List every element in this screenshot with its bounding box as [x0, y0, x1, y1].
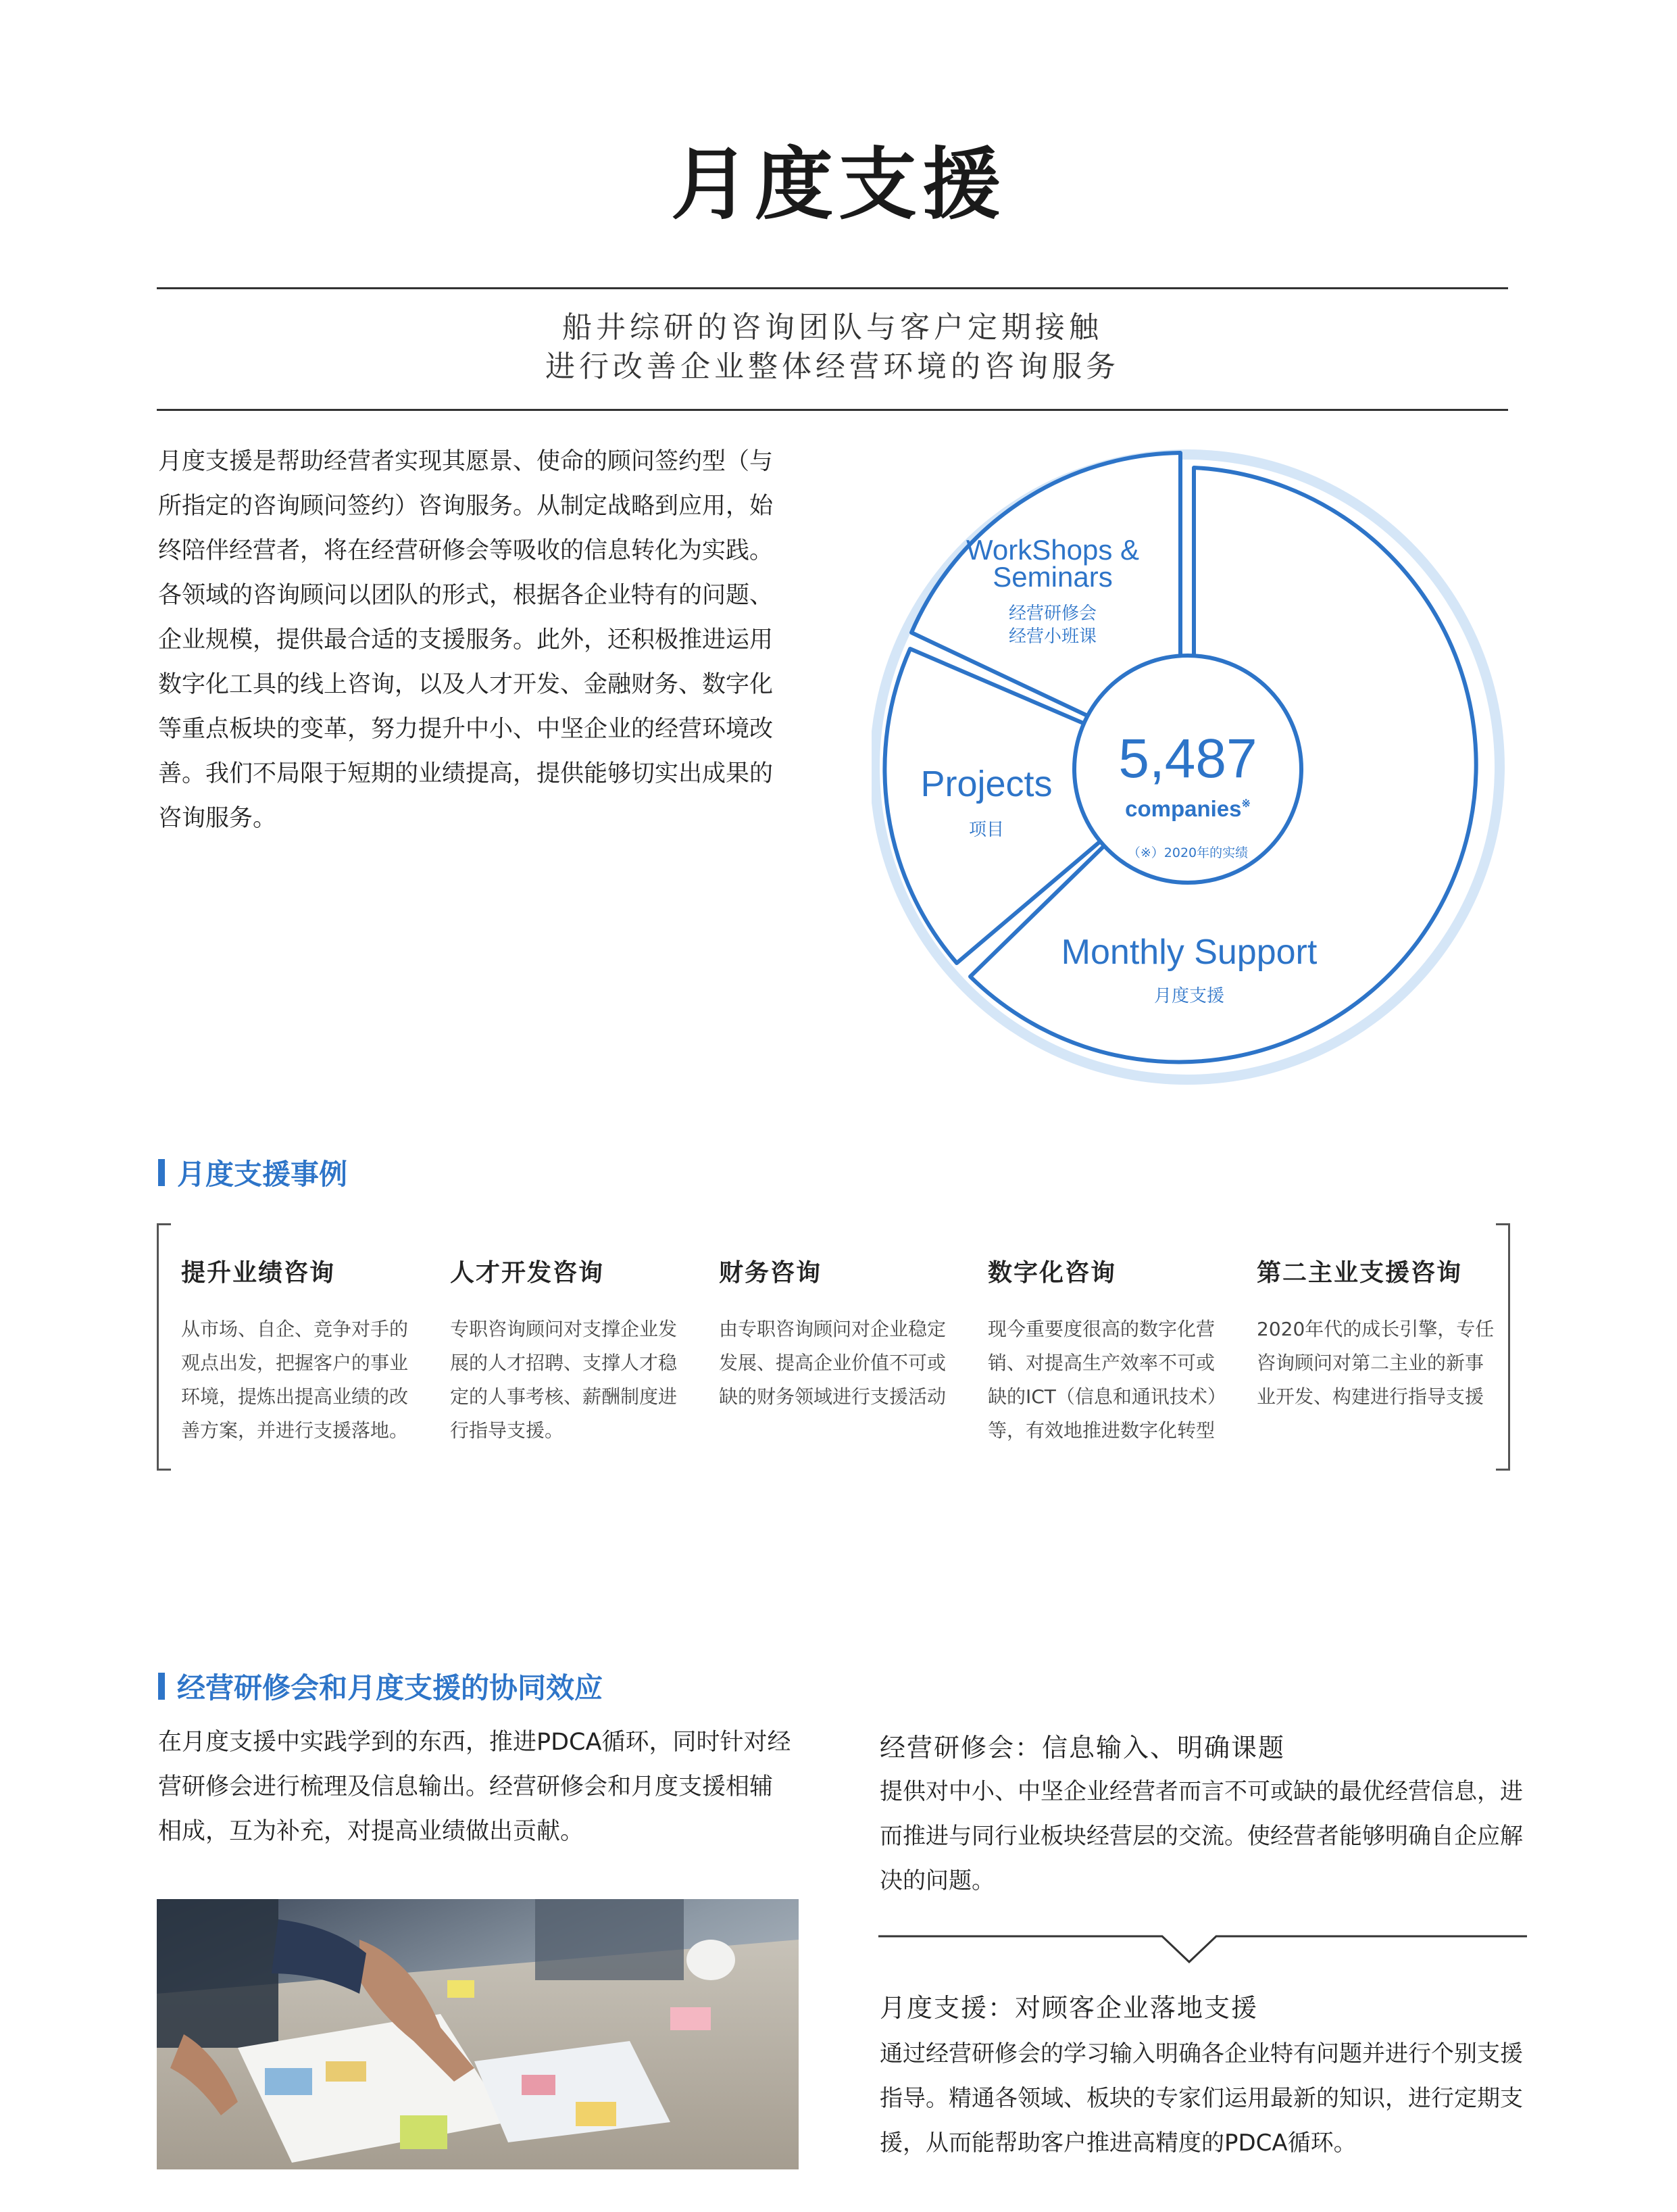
page-title: 月度支援	[671, 139, 1006, 230]
intro-line: 终陪伴经营者，将在经营研修会等吸收的信息转化为实践。	[158, 537, 774, 564]
case-card	[988, 1254, 1238, 1448]
intro-line: 各领域的咨询顾问以团队的形式，根据各企业特有的问题、	[158, 582, 774, 609]
heading-bar	[158, 1159, 165, 1186]
subtitle-rule	[157, 409, 1508, 411]
workshops-cn-1: 经营研修会	[1008, 604, 1097, 624]
monthly-line: 援，从而能帮助客户推进高精度的PDCA循环。	[880, 2130, 1357, 2157]
monthly-title: 月度支援：对顾客企业落地支援	[880, 1993, 1259, 2023]
cases-heading	[158, 1152, 347, 1193]
service-diagram	[872, 433, 1507, 1095]
synergy-line: 营研修会进行梳理及信息输出。经营研修会和月度支援相辅	[158, 1773, 774, 1800]
case-title: 财务咨询	[719, 1259, 822, 1287]
case-line: 2020年代的成长引擎，专任	[1257, 1318, 1495, 1340]
intro-line: 企业规模，提供最合适的支援服务。此外，还积极推进运用	[158, 626, 774, 654]
case-title: 第二主业支援咨询	[1257, 1259, 1463, 1287]
case-line: 咨询顾问对第二主业的新事	[1257, 1352, 1484, 1374]
workshops-cn-2: 经营小班课	[1008, 626, 1097, 647]
case-line: 等，有效地推进数字化转型	[988, 1419, 1216, 1442]
meeting-photo	[157, 1899, 799, 2169]
case-line: 销、对提高生产效率不可或	[988, 1352, 1216, 1374]
synergy-heading	[158, 1666, 603, 1706]
seminar-title: 经营研修会：信息输入、明确课题	[880, 1733, 1286, 1763]
monthly-line: 通过经营研修会的学习输入明确各企业特有问题并进行个别支援	[880, 2040, 1523, 2067]
seminar-line: 提供对中小、中坚企业经营者而言不可或缺的最优经营信息，进	[880, 1778, 1523, 1805]
center-unit	[1125, 796, 1251, 821]
subtitle-line-2: 进行改善企业整体经营环境的咨询服务	[545, 349, 1120, 384]
seminar-text	[880, 1769, 1528, 1903]
case-line: 缺的财务领域进行支援活动	[719, 1385, 947, 1408]
case-line: 业开发、构建进行指导支援	[1257, 1385, 1484, 1408]
case-line: 由专职咨询顾问对企业稳定	[719, 1318, 947, 1340]
synergy-heading-text: 经营研修会和月度支援的协同效应	[177, 1671, 603, 1704]
intro-line: 月度支援是帮助经营者实现其愿景、使命的顾问签约型（与	[158, 448, 774, 475]
monthly-line: 指导。精通各领域、板块的专家们运用最新的知识，进行定期支	[880, 2085, 1523, 2112]
subtitle-line-1: 船井综研的咨询团队与客户定期接触	[562, 310, 1103, 345]
intro-line: 善。我们不局限于短期的业绩提高，提供能够切实出成果的	[158, 760, 774, 787]
case-title: 人才开发咨询	[450, 1259, 605, 1287]
case-line: 行指导支援。	[450, 1419, 564, 1442]
case-title: 数字化咨询	[988, 1259, 1117, 1287]
case-line: 从市场、自企、竞争对手的	[181, 1318, 409, 1340]
synergy-line: 相成，互为补充，对提高业绩做出贡献。	[158, 1818, 584, 1845]
intro-line: 所指定的咨询顾问签约）咨询服务。从制定战略到应用，始	[158, 493, 774, 520]
workshops-en-2: Seminars	[993, 561, 1113, 593]
case-card	[1257, 1254, 1507, 1414]
case-line: 专职咨询顾问对支撑企业发	[450, 1318, 678, 1340]
synergy-line: 在月度支援中实践学到的东西，推进PDCA循环，同时针对经	[158, 1729, 791, 1756]
workshops-en-1: WorkShops &	[966, 534, 1139, 566]
top-rule	[157, 287, 1508, 289]
monthly-cn: 月度支援	[1153, 986, 1225, 1006]
case-line: 善方案，并进行支援落地。	[181, 1419, 409, 1442]
monthly-en: Monthly Support	[1061, 933, 1318, 972]
center-number: 5,487	[1118, 728, 1257, 789]
case-line: 定的人事考核、薪酬制度进	[450, 1385, 678, 1408]
page-subtitle	[157, 308, 1508, 387]
case-line: 观点出发，把握客户的事业	[181, 1352, 409, 1374]
intro-paragraph	[158, 439, 793, 841]
cases-heading-text: 月度支援事例	[177, 1158, 348, 1191]
monthly-text	[880, 2032, 1528, 2165]
case-line: 发展、提高企业价值不可或	[719, 1352, 947, 1374]
case-card	[719, 1254, 969, 1414]
synergy-left-text	[158, 1720, 807, 1854]
seminar-line: 决的问题。	[880, 1867, 995, 1894]
case-card	[181, 1254, 431, 1448]
case-line: 展的人才招聘、支撑人才稳	[450, 1352, 678, 1374]
flow-divider-arrow	[878, 1930, 1527, 1970]
center-note: （※）2020年的实绩	[1127, 845, 1249, 860]
case-title: 提升业绩咨询	[181, 1259, 336, 1287]
case-line: 环境，提炼出提高业绩的改	[181, 1385, 409, 1408]
case-line: 缺的ICT（信息和通讯技术）	[988, 1385, 1226, 1408]
center-unit-text: companies	[1125, 796, 1242, 821]
projects-cn: 项目	[968, 820, 1005, 840]
center-mark: ※	[1241, 798, 1251, 810]
case-line: 现今重要度很高的数字化营	[988, 1318, 1216, 1340]
seminar-line: 而推进与同行业板块经营层的交流。使经营者能够明确自企应解	[880, 1823, 1523, 1850]
heading-bar	[158, 1673, 165, 1700]
intro-line: 咨询服务。	[158, 805, 277, 832]
case-card	[450, 1254, 700, 1448]
intro-line: 数字化工具的线上咨询，以及人才开发、金融财务、数字化	[158, 671, 774, 698]
intro-line: 等重点板块的变革，努力提升中小、中坚企业的经营环境改	[158, 716, 774, 743]
left-bracket	[157, 1223, 171, 1471]
projects-en: Projects	[920, 764, 1053, 804]
